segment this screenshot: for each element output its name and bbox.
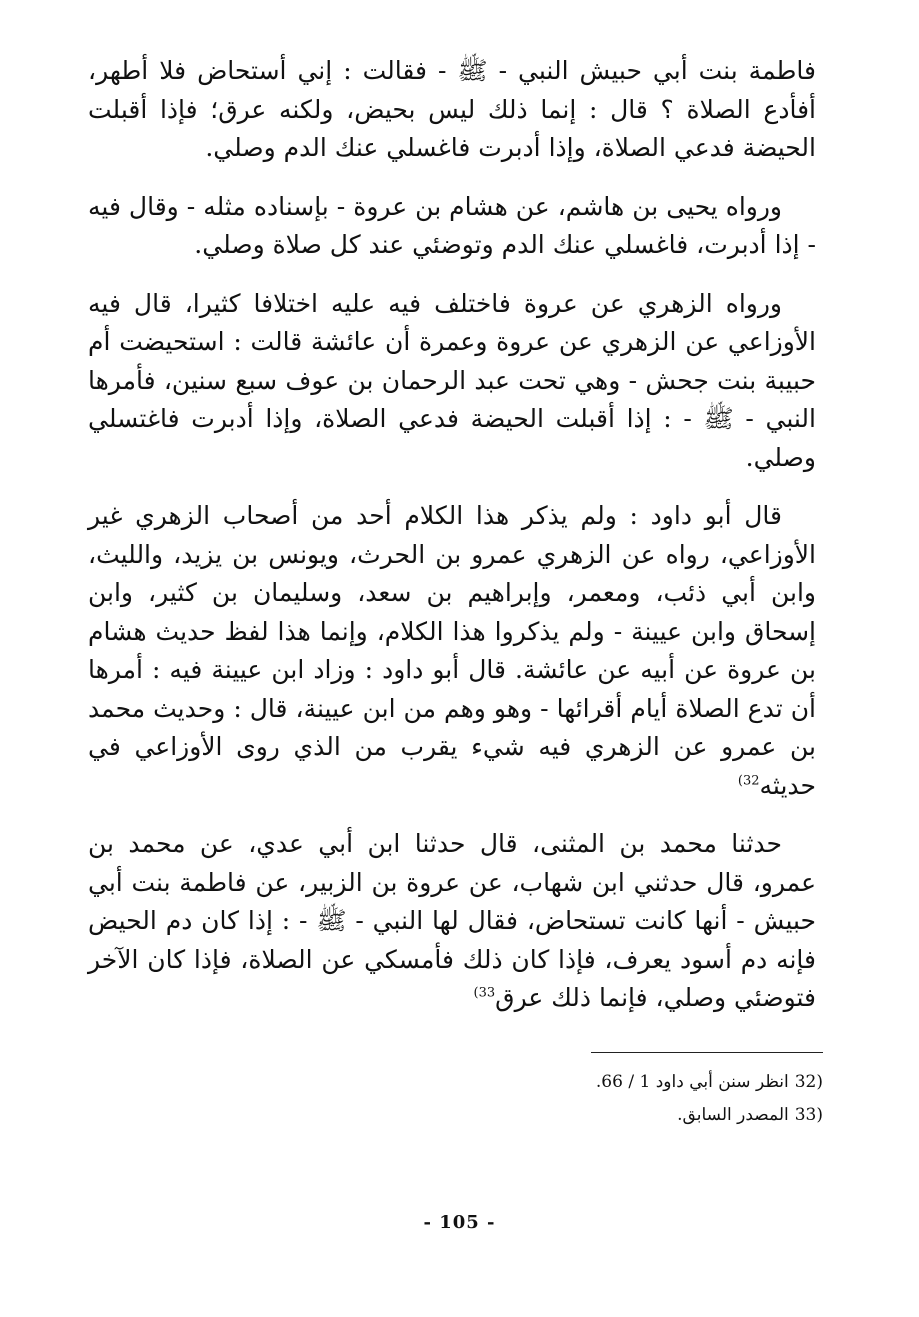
footnote-number: 32) <box>794 1072 823 1092</box>
footnote-reference[interactable]: (32 <box>737 773 760 789</box>
footnote-divider <box>591 1052 823 1053</box>
footnote-text: انظر سنن أبي داود 1 / 66. <box>595 1072 789 1092</box>
main-text <box>88 52 816 1038</box>
paragraph-text: ورواه يحيى بن هاشم، عن هشام بن عروة - بإسناده مثله - وقال فيه - إذا أدبرت، فاغسلي عنك الدم وتوضئي عند كل صلاة وصلي. <box>88 191 816 259</box>
footnote-item <box>223 1099 823 1132</box>
paragraph <box>88 285 816 478</box>
footnote-reference[interactable]: (33 <box>473 985 496 1001</box>
paragraph <box>88 188 816 265</box>
paragraph-text: قال أبو داود : ولم يذكر هذا الكلام أحد من أصحاب الزهري غير الأوزاعي، رواه عن الزهري عمرو بن الحرث، ويونس بن يزيد، والليث، وابن أبي ذئب، ومعمر، وإبراهيم بن سعد، وسليمان بن كثير، وابن إسحاق وابن عيينة - ولم يذكروا هذا الكلام، وإنما هذا لفظ حديث هشام بن عروة عن أبيه عن عائشة. قال أبو داود : وزاد ابن عيينة فيه : أمرها أن تدع الصلاة أيام أقرائها - وهو وهم من ابن عيينة، قال : وحديث محمد بن عمرو عن الزهري فيه شيء يقرب من الذي روى الأوزاعي في حديثه <box>88 501 816 800</box>
footnote-item <box>223 1066 823 1099</box>
page-number: - 105 - <box>423 1212 496 1233</box>
paragraph <box>88 52 816 168</box>
footnotes <box>223 1066 823 1132</box>
footnote-number: 33) <box>794 1105 823 1125</box>
paragraph-text: فاطمة بنت أبي حبيش النبي - ﷺ - فقالت : إني أستحاض فلا أطهر، أفأدع الصلاة ؟ قال : إنما ذلك ليس بحيض، ولكنه عرق؛ فإذا أقبلت الحيضة فدعي الصلاة، وإذا أدبرت فاغسلي عنك الدم وصلي. <box>88 56 816 162</box>
paragraph <box>88 497 816 805</box>
paragraph <box>88 825 816 1018</box>
paragraph-text: حدثنا محمد بن المثنى، قال حدثنا ابن أبي عدي، عن محمد بن عمرو، قال حدثني ابن شهاب، عن عروة بن الزبير، عن فاطمة بنت أبي حبيش - أنها كانت تستحاض، فقال لها النبي - ﷺ - : إذا كان دم الحيض فإنه دم أسود يعرف، فإذا كان ذلك فأمسكي عن الصلاة، فإذا كان الآخر فتوضئي وصلي، فإنما ذلك عرق <box>88 829 816 1012</box>
paragraph-text: ورواه الزهري عن عروة فاختلف فيه عليه اختلافا كثيرا، قال فيه الأوزاعي عن الزهري عن عروة وعمرة أن عائشة قالت : استحيضت أم حبيبة بنت جحش - وهي تحت عبد الرحمان بن عوف سبع سنين، فأمرها النبي - ﷺ - : إذا أقبلت الحيضة فدعي الصلاة، وإذا أدبرت فاغتسلي وصلي. <box>88 288 817 472</box>
footnote-text: المصدر السابق. <box>677 1105 789 1125</box>
